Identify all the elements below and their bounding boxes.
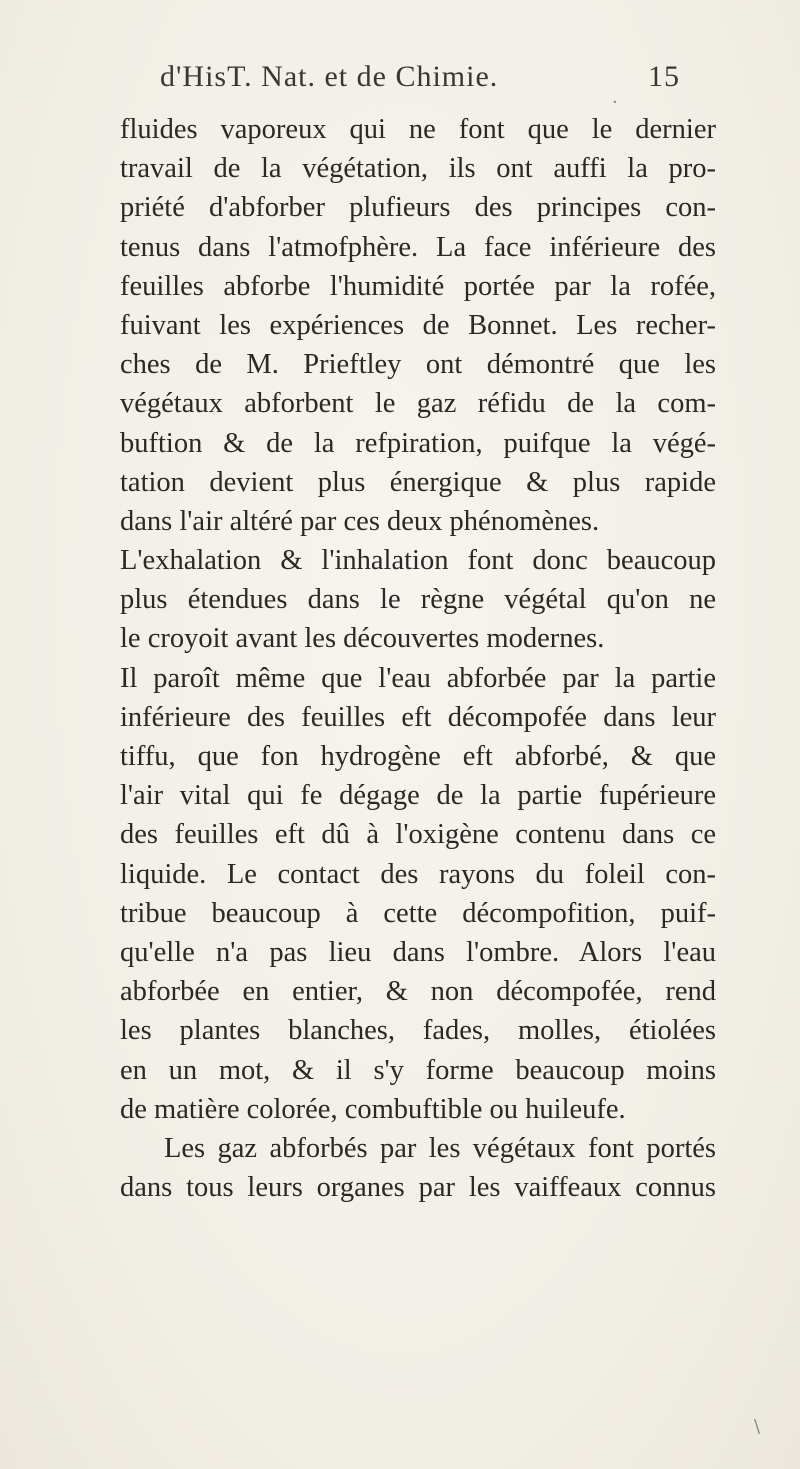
text-line: dans tous leurs organes par les vaiffeaux connus	[120, 1172, 716, 1204]
paper-speck: ·	[612, 92, 618, 113]
text-line: Il paroît même que l'eau abforbée par la partie	[120, 662, 716, 694]
text-line: les plantes blanches, fades, molles, étiolées	[120, 1015, 716, 1047]
text-line: abforbée en entier, & non décompofée, rend	[120, 976, 716, 1008]
body-text	[120, 110, 716, 1207]
text-line: tiffu, que fon hydrogène eft abforbé, & que	[120, 741, 716, 772]
paper-speck: \	[754, 1416, 761, 1437]
text-line: travail de la végétation, ils ont auffi la pro-	[120, 153, 716, 185]
text-line: ches de M. Prieftley ont démontré que les	[120, 349, 716, 381]
text-line: végétaux abforbent le gaz réfidu de la com-	[120, 388, 716, 420]
text-line: fluides vaporeux qui ne font que le dernier	[120, 114, 716, 145]
text-line: en un mot, & il s'y forme beaucoup moins	[120, 1054, 716, 1086]
text-line: buftion & de la refpiration, puifque la végé-	[120, 427, 716, 459]
text-line: tation devient plus énergique & plus rapide	[120, 466, 716, 498]
text-line: L'exhalation & l'inhalation font donc beaucoup	[120, 545, 716, 577]
page-number: 15	[648, 60, 680, 93]
text-line: dans l'air altéré par ces deux phénomènes.	[120, 505, 600, 537]
running-head-title: d'HisT. Nat. et de Chimie.	[160, 60, 499, 93]
text-line: qu'elle n'a pas lieu dans l'ombre. Alors l'eau	[120, 936, 716, 968]
text-line: fuivant les expériences de Bonnet. Les recher-	[120, 309, 716, 341]
text-line: priété d'abforber plufieurs des principes con-	[120, 192, 716, 224]
text-line: inférieure des feuilles eft décompofée dans leur	[120, 701, 716, 733]
text-line: tribue beaucoup à cette décompofition, puif-	[120, 897, 716, 929]
text-line: le croyoit avant les découvertes modernes.	[120, 623, 605, 655]
running-head	[160, 60, 680, 100]
text-line: tenus dans l'atmofphère. La face inférieure des	[120, 231, 716, 263]
text-line: de matière colorée, combuftible ou huileufe.	[120, 1093, 626, 1125]
text-line: des feuilles eft dû à l'oxigène contenu dans ce	[120, 819, 716, 851]
text-line: l'air vital qui fe dégage de la partie fupérieure	[120, 780, 716, 812]
text-line: plus étendues dans le règne végétal qu'on ne	[120, 584, 716, 616]
text-line: Les gaz abforbés par les végétaux font portés	[164, 1132, 716, 1164]
text-line: liquide. Le contact des rayons du foleil con-	[120, 858, 716, 890]
text-line: feuilles abforbe l'humidité portée par la rofée,	[120, 270, 716, 302]
